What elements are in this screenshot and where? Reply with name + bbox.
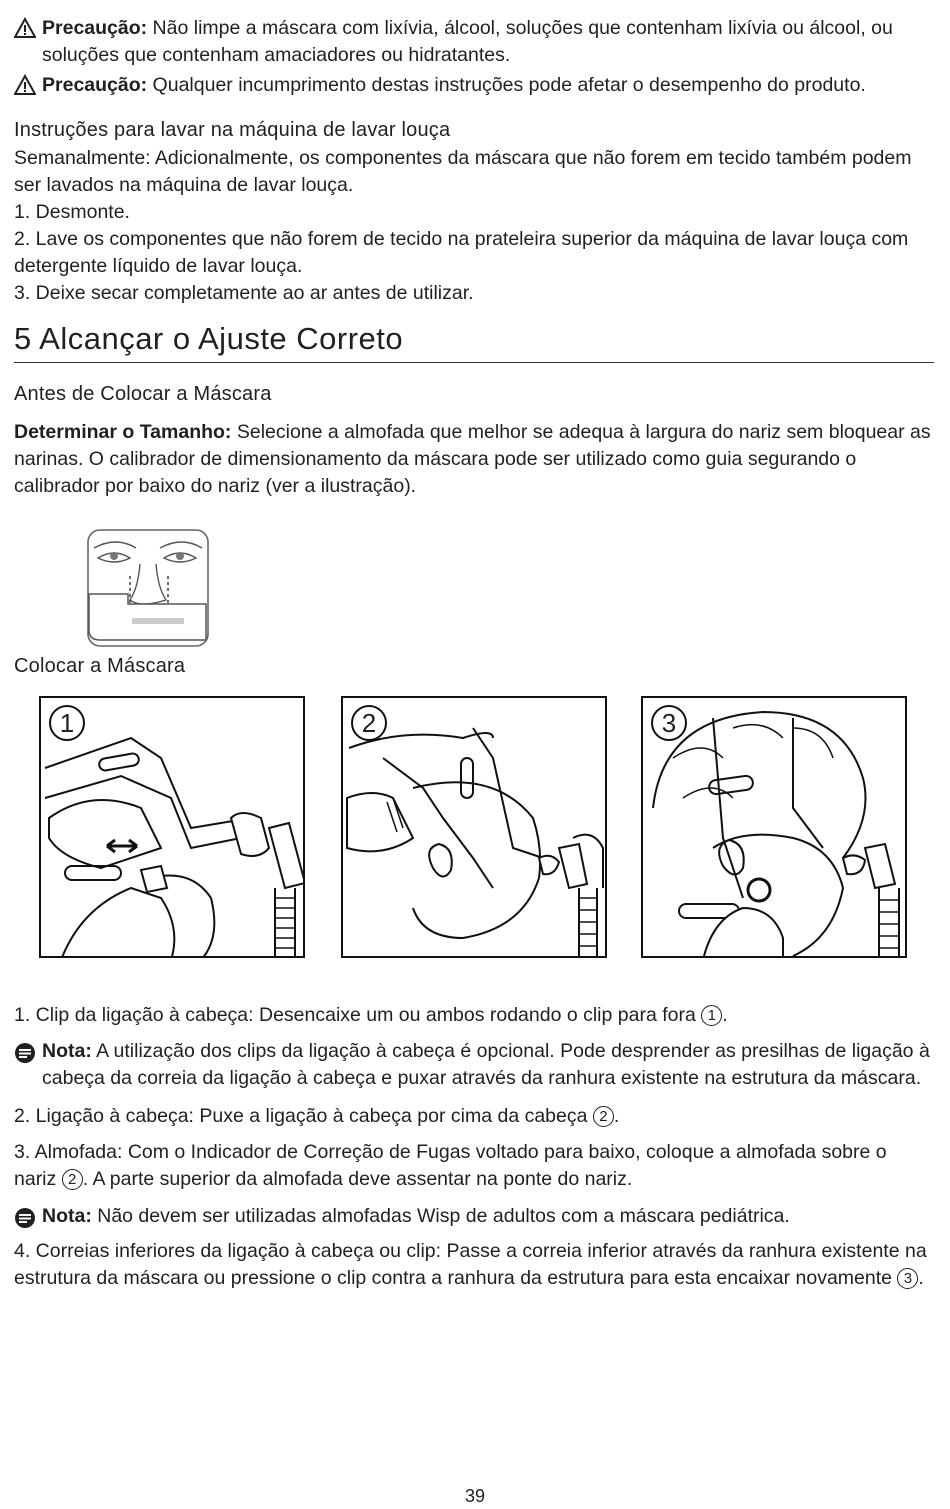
step-reference: 2 (62, 1169, 83, 1190)
dishwasher-step-1: 1. Desmonte. (14, 201, 130, 223)
size-paragraph (14, 419, 934, 500)
before-heading: Antes de Colocar a Máscara (14, 383, 272, 405)
fit-step-1-text: 1. Clip da ligação à cabeça: Desencaixe um ou ambos rodando o clip para fora (14, 1004, 702, 1026)
note-1-text: A utilização dos clips da ligação à cabeça é opcional. Pode desprender as presilhas de ligação à cabeça da correia da ligação à cabeça e puxar através da ranhura existente na estrutura da máscara. (42, 1040, 930, 1089)
section-title: 5 Alcançar o Ajuste Correto (14, 321, 404, 356)
fit-step-3 (14, 1139, 934, 1193)
caution-2-text: Qualquer incumprimento destas instruções pode afetar o desempenho do produto. (147, 74, 866, 96)
note-2 (42, 1203, 932, 1230)
headgear-illustration (343, 698, 607, 958)
note-2-text: Não devem ser utilizadas almofadas Wisp de adultos com a máscara pediátrica. (91, 1205, 790, 1227)
illustration-panel-1 (39, 696, 305, 958)
fit-step-4-text: 4. Correias inferiores da ligação à cabeça ou clip: Passe a correia inferior através da ranhura existente na estrutura da máscara ou pressione o clip contra a ranhura da estrutura para esta encaixar novamente (14, 1240, 927, 1289)
fit-step-3-text: 3. Almofada: Com o Indicador de Correção de Fugas voltado para baixo, coloque a almofada sobre o nariz (14, 1141, 887, 1190)
note-icon (14, 1042, 36, 1064)
warning-icon (14, 17, 36, 39)
caution-2 (42, 72, 932, 99)
page-number: 39 (464, 1486, 486, 1506)
note-1 (42, 1038, 932, 1092)
size-text: Selecione a almofada que melhor se adequa à largura do nariz sem bloquear as narinas. O calibrador de dimensionamento da máscara pode ser utilizado como guia segurando o calibrador por baixo do nariz (ver a ilustração). (14, 421, 931, 497)
panel-number: 3 (651, 705, 687, 741)
size-label: Determinar o Tamanho: (14, 421, 232, 443)
step-reference: 1 (701, 1005, 722, 1026)
caution-1-label: Precaução: (42, 17, 148, 39)
step-reference: 3 (897, 1268, 918, 1289)
note-2-label: Nota: (42, 1205, 92, 1227)
punctuation: . (613, 1105, 620, 1127)
fit-step-4 (14, 1238, 934, 1292)
caution-1 (42, 15, 932, 69)
caution-2-label: Precaução: (42, 74, 148, 96)
warning-icon (14, 74, 36, 96)
step-reference: 2 (593, 1106, 614, 1127)
punctuation: . (722, 1004, 728, 1026)
illustration-panel-3 (641, 696, 907, 958)
fit-step-2 (14, 1103, 934, 1130)
cushion-fitting-illustration (643, 698, 907, 958)
fit-step-1 (14, 1002, 934, 1029)
dishwasher-step-3: 3. Deixe secar completamente ao ar antes de utilizar. (14, 282, 474, 304)
punctuation: . (918, 1267, 924, 1289)
panel-number: 1 (49, 705, 85, 741)
sizing-gauge-illustration (86, 528, 212, 650)
note-1-label: Nota: (42, 1040, 92, 1062)
illustration-panel-2 (341, 696, 607, 958)
caution-1-text: Não limpe a máscara com lixívia, álcool, soluções que contenham lixívia ou álcool, ou soluções que contenham amaciadores ou hidratantes. (42, 17, 893, 66)
note-icon (14, 1207, 36, 1229)
section-divider (14, 362, 934, 363)
fit-step-2-text: 2. Ligação à cabeça: Puxe a ligação à cabeça por cima da cabeça (14, 1105, 593, 1127)
dishwasher-step-2: 2. Lave os componentes que não forem de tecido na prateleira superior da máquina de lavar louça com detergente líquido de lavar louça. (14, 228, 909, 277)
fitting-heading: Colocar a Máscara (14, 655, 186, 677)
mask-clip-illustration (41, 698, 305, 958)
dishwasher-heading: Instruções para lavar na máquina de lavar louça (14, 119, 451, 141)
dishwasher-intro: Semanalmente: Adicionalmente, os componentes da máscara que não forem em tecido também podem ser lavados na máquina de lavar louça. (14, 147, 912, 196)
panel-number: 2 (351, 705, 387, 741)
fit-step-3-end: . A parte superior da almofada deve assentar na ponte do nariz. (82, 1168, 633, 1190)
